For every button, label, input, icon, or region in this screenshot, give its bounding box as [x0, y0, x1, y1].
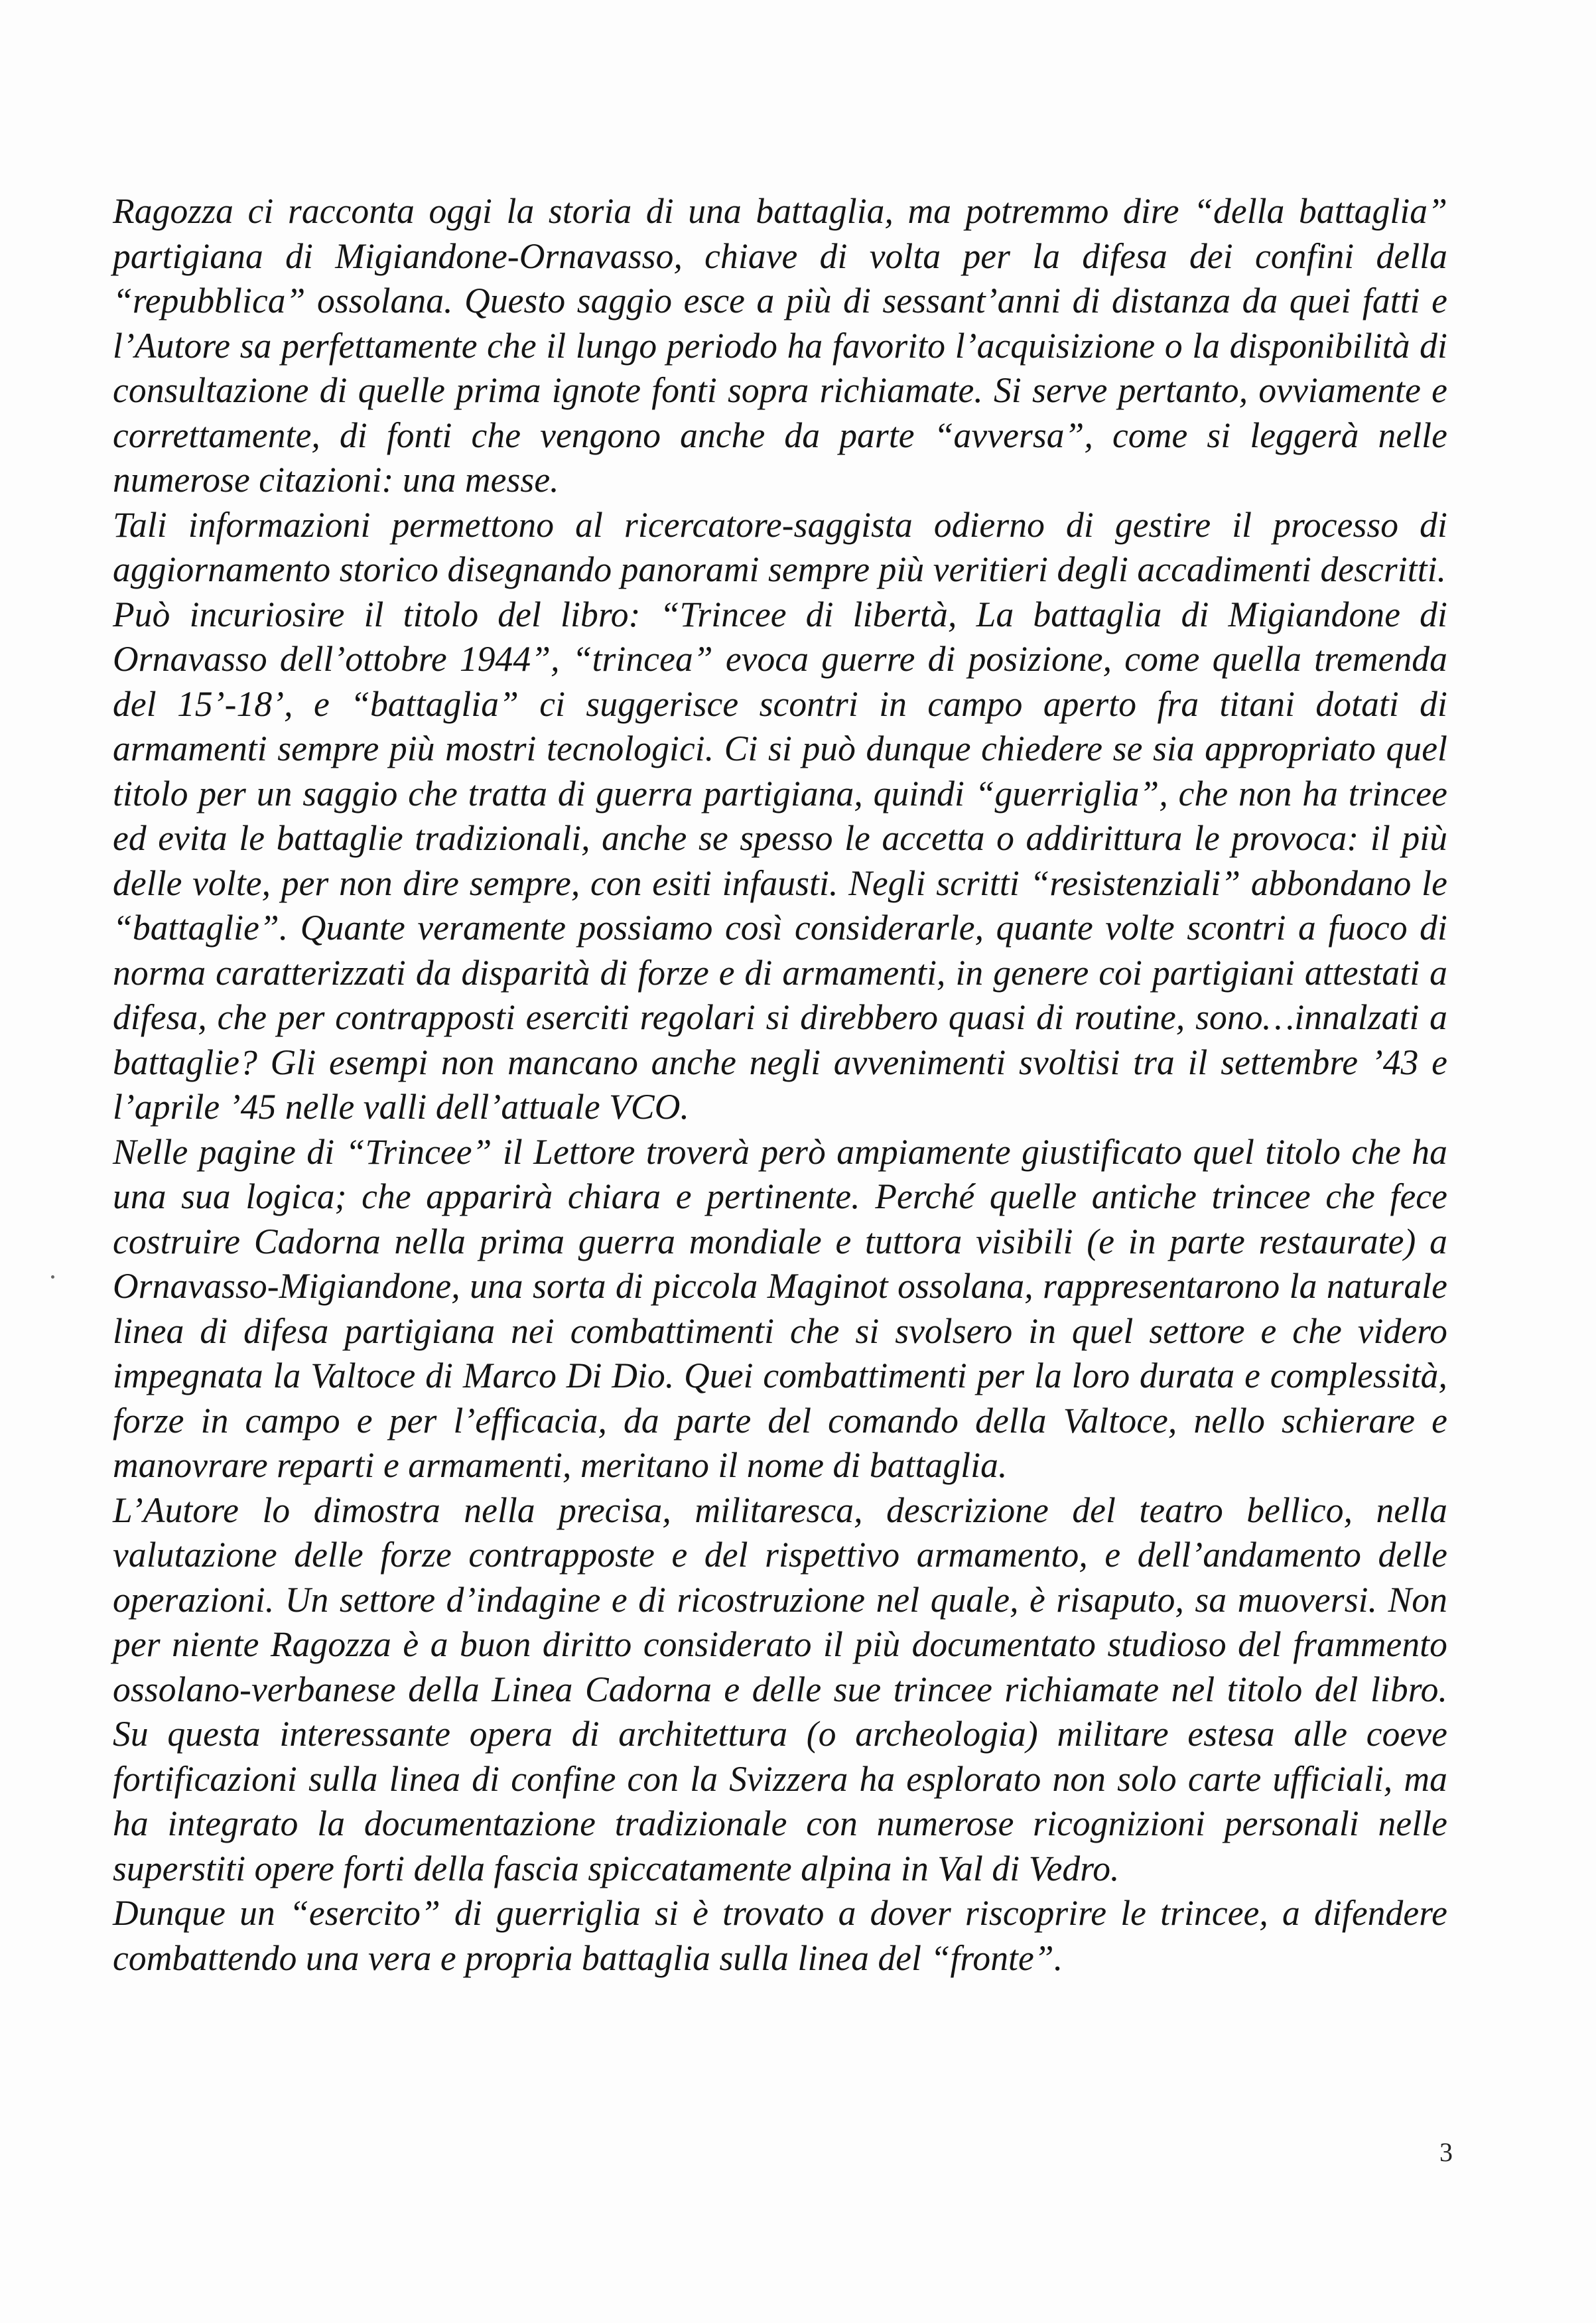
paragraph: Può incuriosire il titolo del libro: “Trincee di libertà, La battaglia di Migiandone di Ornavasso dell’ottobre 1944”, “trincea” evoca guerre di posizione, come quella tremenda del 15’-18’, e “battaglia” ci suggerisce scontri in campo aperto fra titani dotati di armamenti sempre più mostri tecnologici. Ci si può dunque chiedere se sia appropriato quel titolo per un saggio che tratta di guerra partigiana, quindi “guerriglia”, che non ha trincee ed evita le battaglie tradizionali, anche se spesso le accetta o addirittura le provoca: il più delle volte, per non dire sempre, con esiti infausti. Negli scritti “resistenziali” abbondano le “battaglie”. Quante veramente possiamo così considerarle, quante volte scontri a fuoco di norma caratterizzati da disparità di forze e di armamenti, in genere coi partigiani attestati a difesa, che per contrapposti eserciti regolari si direbbero quasi di routine, sono…innalzati a battaglie? Gli esempi non mancano anche negli avvenimenti svoltisi tra il settembre ’43 e l’aprile ’45 nelle valli dell’attuale VCO.	[113, 594, 1447, 1127]
paragraph: Nelle pagine di “Trincee” il Lettore troverà però ampiamente giustificato quel titolo che ha una sua logica; che apparirà chiara e pertinente. Perché quelle antiche trincee che fece costruire Cadorna nella prima guerra mondiale e tuttora visibili (e in parte restaurate) a Ornavasso-Migiandone, una sorta di piccola Maginot ossolana, rappresentarono la naturale linea di difesa partigiana nei combattimenti che si svolsero in quel settore e che videro impegnata la Valtoce di Marco Di Dio. Quei combattimenti per la loro durata e complessità, forze in campo e per l’efficacia, da parte del comando della Valtoce, nello schierare e manovrare reparti e armamenti, meritano il nome di battaglia.	[113, 1131, 1447, 1485]
paragraph: Dunque un “esercito” di guerriglia si è trovato a dover riscoprire le trincee, a difendere combattendo una vera e propria battaglia sulla linea del “fronte”.	[113, 1893, 1447, 1978]
scan-speck	[51, 1275, 54, 1279]
paragraph: Tali informazioni permettono al ricercatore-saggista odierno di gestire il processo di aggiornamento storico disegnando panorami sempre più veritieri degli accadimenti descritti.	[113, 504, 1447, 589]
paragraph: L’Autore lo dimostra nella precisa, militaresca, descrizione del teatro bellico, nella valutazione delle forze contrapposte e del rispettivo armamento, e dell’andamento delle operazioni. Un settore d’indagine e di ricostruzione nel quale, è risaputo, sa muoversi. Non per niente Ragozza è a buon diritto considerato il più documentato studioso del frammento ossolano-verbanese della Linea Cadorna e delle sue trincee richiamate nel titolo del libro. Su questa interessante opera di architettura (o archeologia) militare estesa alle coeve fortificazioni sulla linea di confine con la Svizzera ha esplorato non solo carte ufficiali, ma ha integrato la documentazione tradizionale con numerose ricognizioni personali nelle superstiti opere forti della fascia spiccatamente alpina in Val di Vedro.	[113, 1490, 1447, 1888]
page-number: 3	[1439, 2137, 1453, 2167]
body-text	[113, 189, 1447, 1981]
paragraph: Ragozza ci racconta oggi la storia di una battaglia, ma potremmo dire “della battaglia” partigiana di Migiandone-Ornavasso, chiave di volta per la difesa dei confini della “repubblica” ossolana. Questo saggio esce a più di sessant’anni di distanza da quei fatti e l’Autore sa perfettamente che il lungo periodo ha favorito l’acquisizione o la disponibilità di consultazione di quelle prima ignote fonti sopra richiamate. Si serve pertanto, ovviamente e correttamente, di fonti che vengono anche da parte “avversa”, come si leggerà nelle numerose citazioni: una messe.	[113, 191, 1447, 500]
